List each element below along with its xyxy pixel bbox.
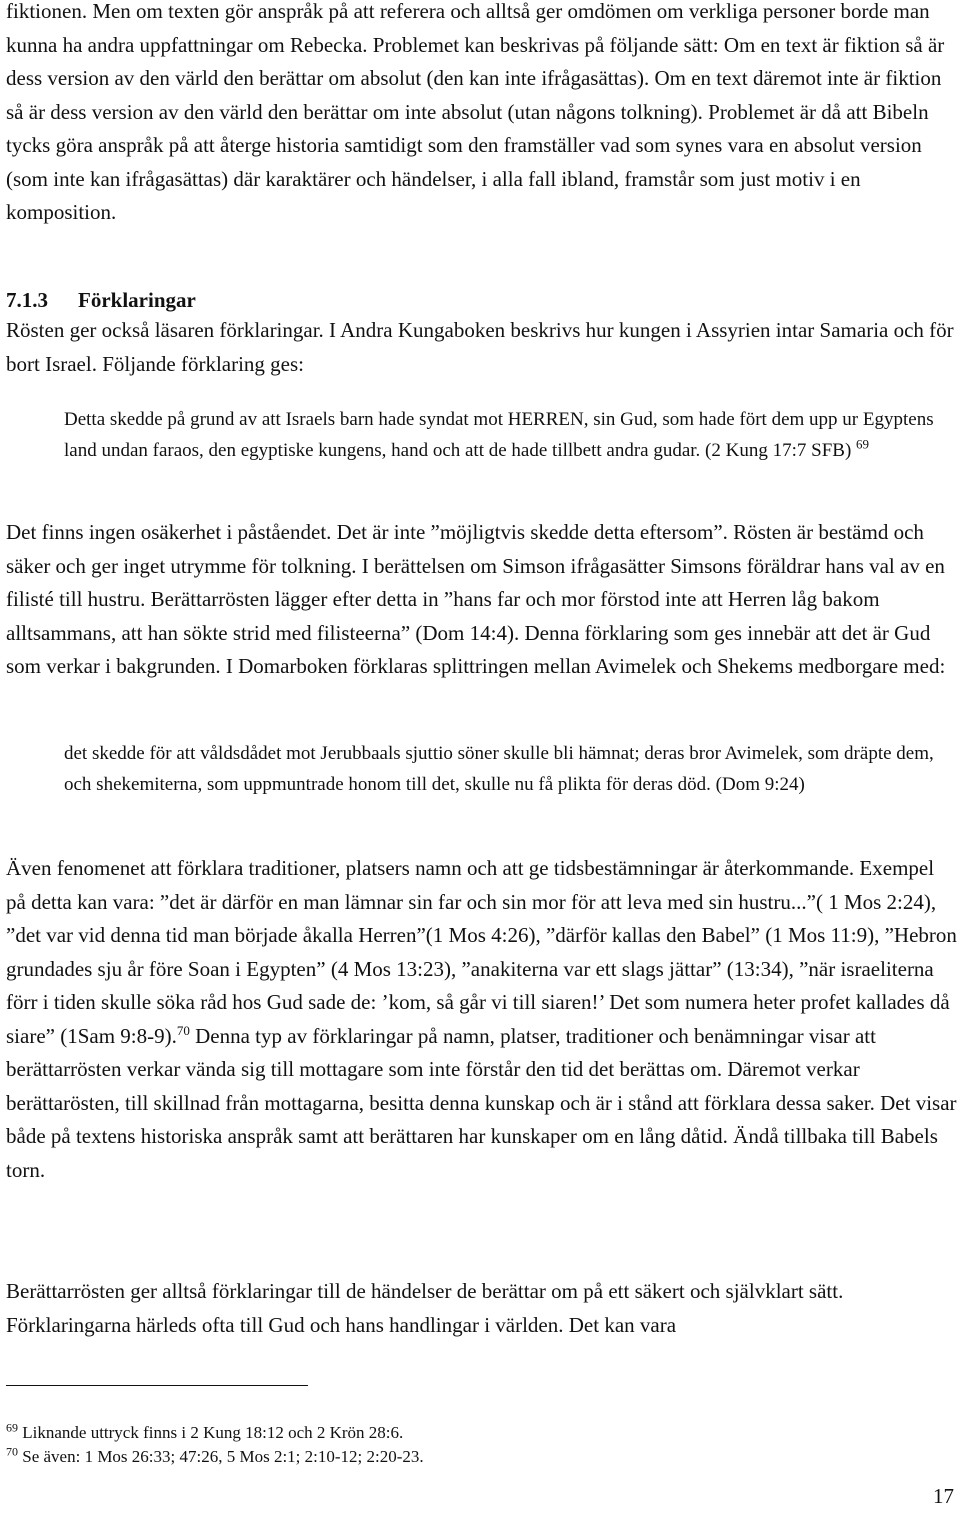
body-paragraph: Det finns ingen osäkerhet i påståendet. Det är inte ”möjligtvis skedde detta eftersom”. Rösten är bestämd och säker och ger inget utrymme för tolkning. I berättelsen om Simson ifrågasätter Simsons föräldrar hans val av en filisté till hustru. Berättarrösten lägger efter detta in ”hans far och mor förstod inte att Herren låg bakom alltsammans, att han sökte strid med filisteerna” (Dom 14:4). Denna förklaring som ges innebär att det är Gud som verkar i bakgrunden. I Domarboken förklaras splittringen mellan Avimelek och Shekems medborgare med: xyxy=(6,520,946,678)
body-paragraph: fiktionen. Men om texten gör anspråk på att referera och alltså ger omdömen om verkliga personer borde man kunna ha andra uppfattningar om Rebecka. Problemet kan beskrivas på följande sätt: Om en text är fiktion så är dess version av den värld den berättar om absolut (den kan inte ifrågasättas). Om en text däremot inte är fiktion så är dess version av den värld den berättar om inte absolut (utan någons tolkning). Problemet är då att Bibeln tycks göra anspråk på att återge historia samtidigt som den framställer vad som synes vara en absolut version (som inte kan ifrågasättas) där karaktärer och händelser, i alla fall ibland, framstår som just motiv i en komposition. xyxy=(6,0,945,224)
footnote-text: Se även: 1 Mos 26:33; 47:26, 5 Mos 2:1; 2:10-12; 2:20-23. xyxy=(18,1447,424,1466)
block-quote: det skedde för att våldsdådet mot Jerubbaals sjuttio söner skulle bli hämnat; deras bror Avimelek, som dräpte dem, och shekemiterna, som uppmuntrade honom till det, skulle nu få plikta för deras död. (Dom 9:24) xyxy=(64,743,934,795)
page-number: 17 xyxy=(933,1484,954,1508)
footnote-reference[interactable]: 70 xyxy=(176,1022,190,1038)
footnote-text: Liknande uttryck finns i 2 Kung 18:12 och 2 Krön 28:6. xyxy=(18,1423,404,1442)
paragraph-text: Även fenomenet att förklara traditioner, platsers namn och att ge tidsbestämningar är återkommande. Exempel på detta kan vara: ”det är därför en man lämnar sin far och sin mor för att leva med sin hustru...”( 1 Mos 2:24), ”det var vid denna tid man började åkalla Herren”(1 Mos 4:26), ”därför kallas den Babel” (1 Mos 11:9), ”Hebron grundades sju år före Soan i Egypten” (4 Mos 13:23), ”anakiterna var ett slags jättar” (13:34), ”när israeliterna förr i tiden skulle söka råd hos Gud sade de: ’kom, så går vi till siaren!’ Det som numera heter profet kallades då siare” (1Sam 9:8-9). xyxy=(6,856,957,1048)
block-quote xyxy=(64,404,944,466)
footnote xyxy=(6,1421,906,1445)
paragraph-text: Denna typ av förklaringar på namn, platser, traditioner och benämningar visar att berättarrösten verkar vända sig till mottagare som inte förstår den tid det berättas om. Däremot verkar berättarösten, till skillnad från mottagarna, besitta denna kunskap och är i stånd att förklara dessa saker. Det visar både på textens historiska anspråk samt att berättaren har kunskaper om en lång dåtid. Ändå tillbaka till Babels torn. xyxy=(6,1023,957,1182)
quote-text: Detta skedde på grund av att Israels barn hade syndat mot HERREN, sin Gud, som hade fört dem upp ur Egyptens land undan faraos, den egyptiske kungens, hand och att de hade tillbett andra gudar. (2 Kung 17:7 SFB) xyxy=(64,409,934,461)
section-number: 7.1.3 xyxy=(6,288,48,312)
section-title: Förklaringar xyxy=(78,288,196,312)
footnote xyxy=(6,1445,906,1469)
body-paragraph: Rösten ger också läsaren förklaringar. I Andra Kungaboken beskrivs hur kungen i Assyrien intar Samaria och för bort Israel. Följande förklaring ges: xyxy=(6,318,954,376)
footnote-separator xyxy=(6,1385,308,1386)
footnotes xyxy=(6,1421,906,1469)
footnote-number: 69 xyxy=(6,1420,18,1435)
footnote-number: 70 xyxy=(6,1444,18,1459)
body-paragraph: Berättarrösten ger alltså förklaringar till de händelser de berättar om på ett säkert och självklart sätt. Förklaringarna härleds ofta till Gud och hans handlingar i världen. Det kan vara xyxy=(6,1279,844,1337)
body-paragraph xyxy=(6,852,958,1187)
section-heading xyxy=(6,284,196,317)
footnote-reference[interactable]: 69 xyxy=(856,436,870,452)
